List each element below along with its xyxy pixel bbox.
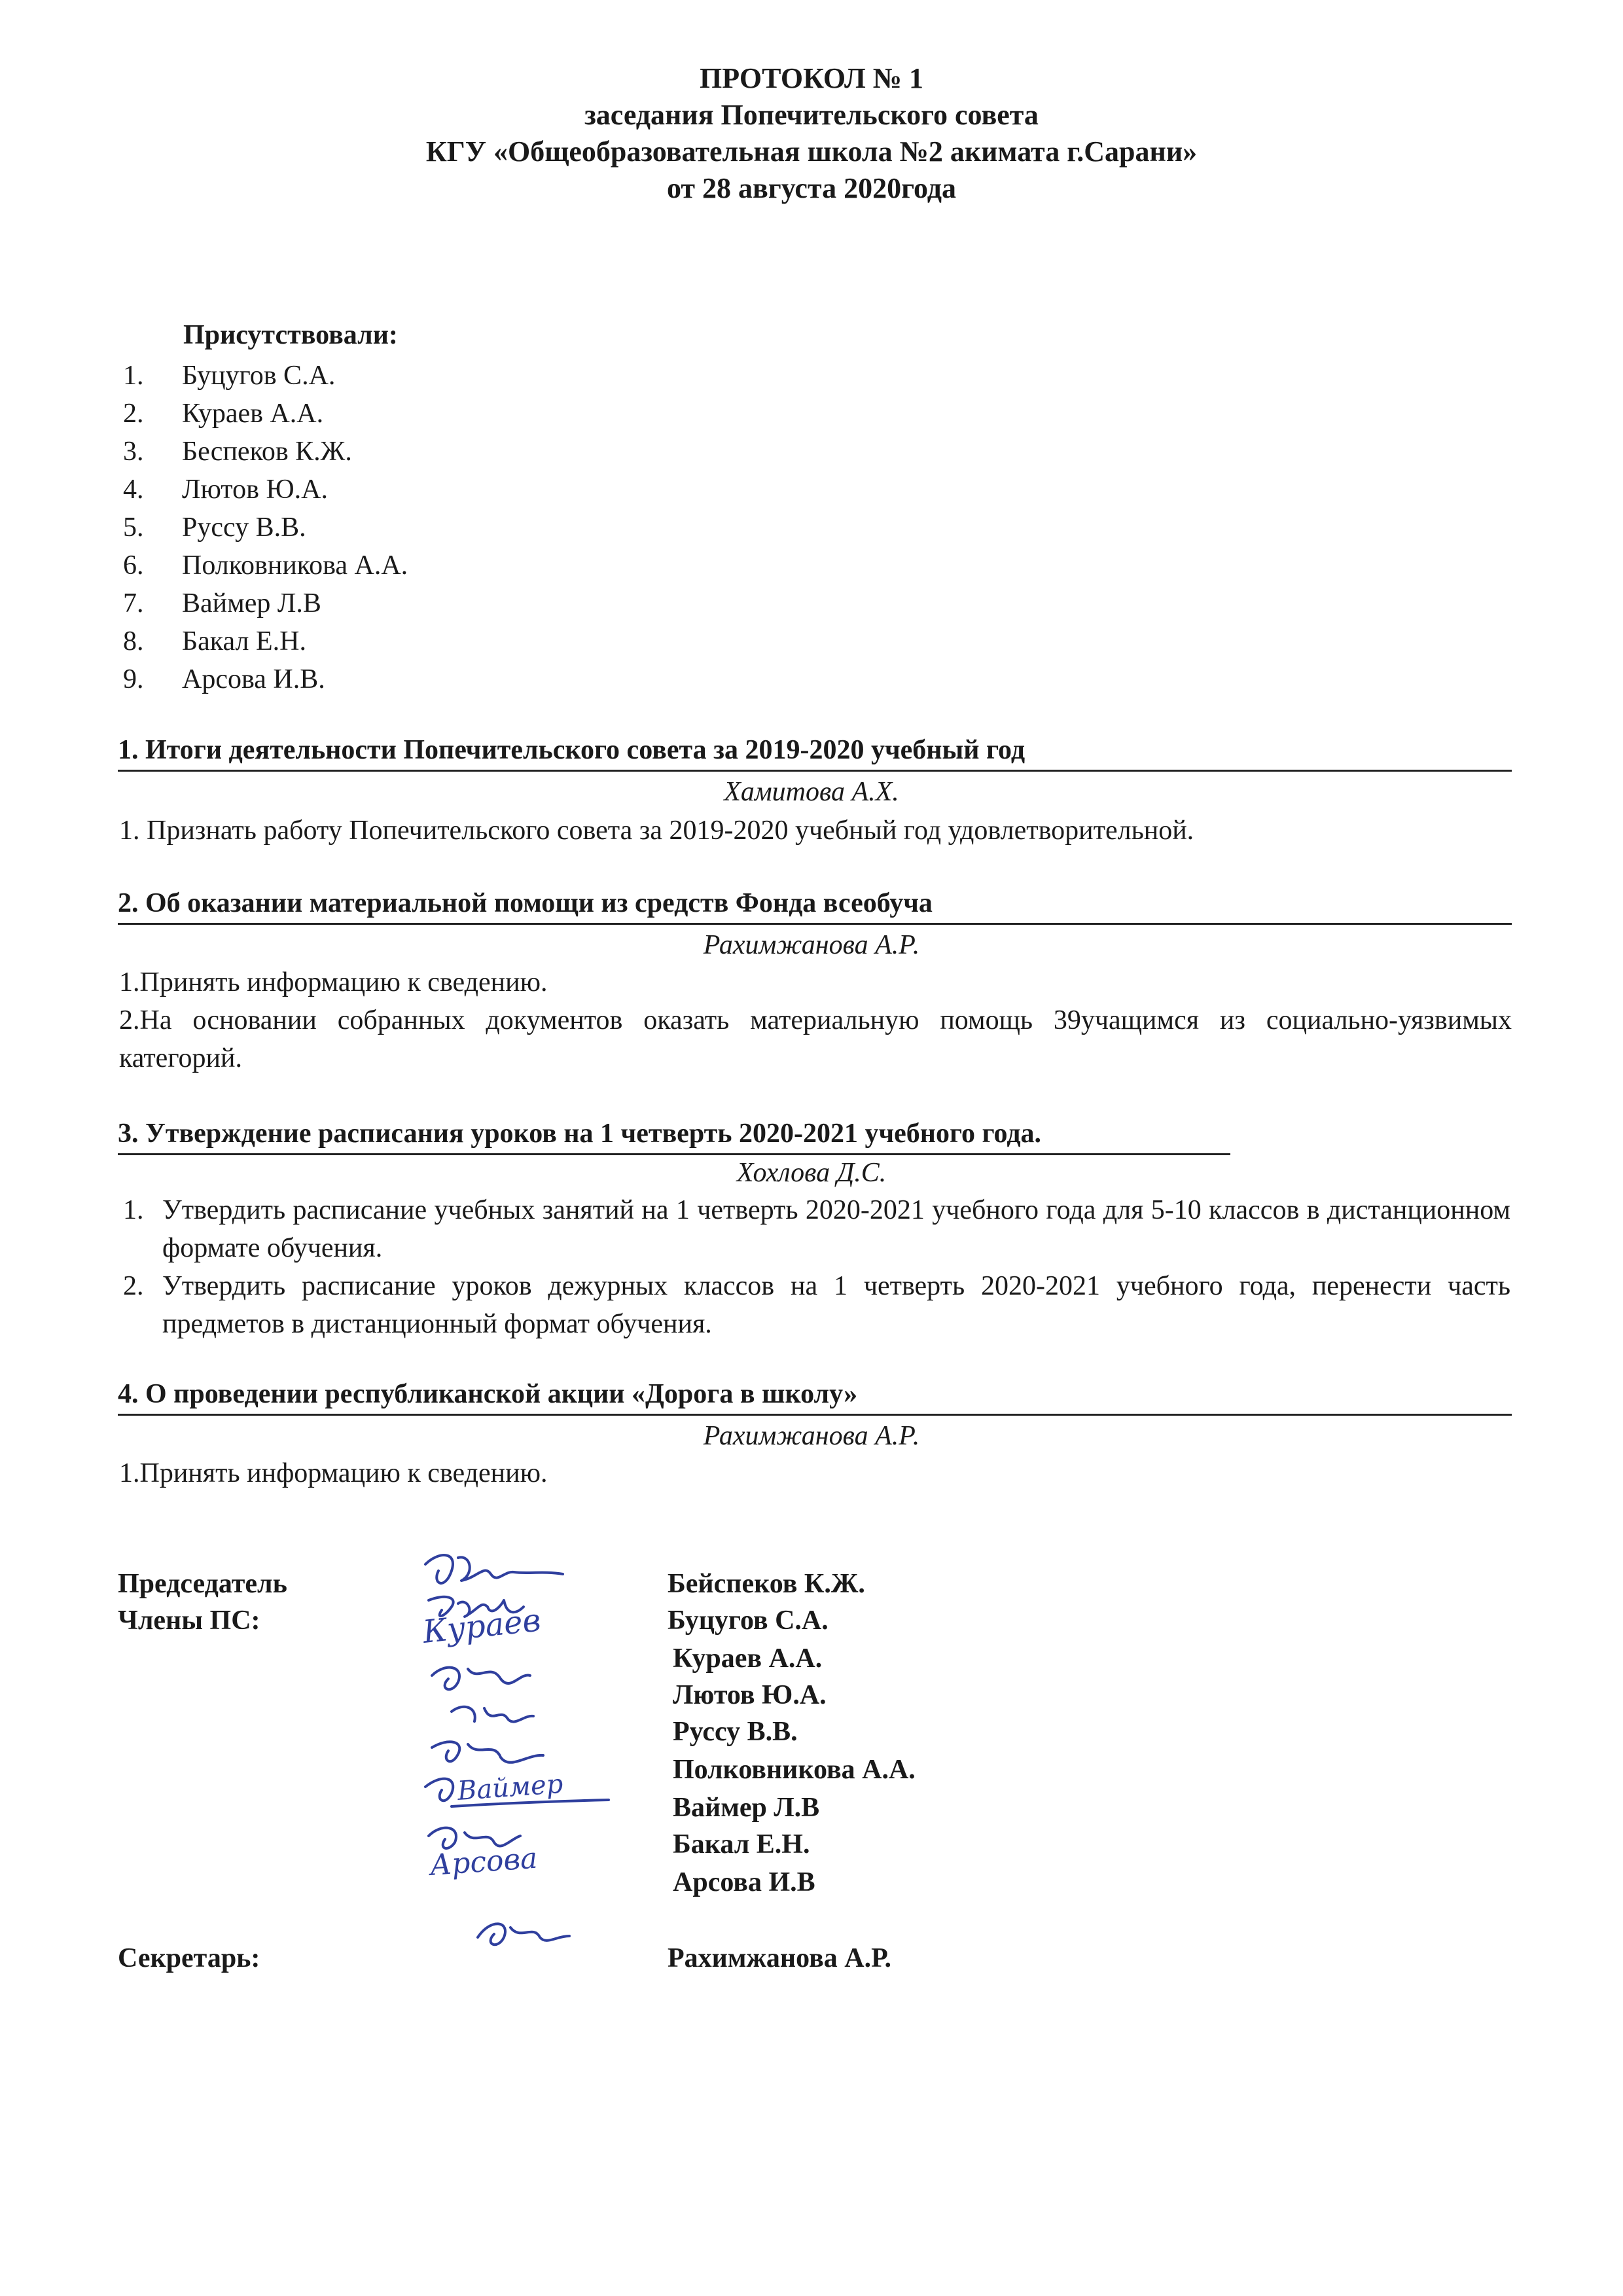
member-name: Арсова И.В: [673, 1867, 815, 1897]
member-name: Полковникова А.А.: [673, 1755, 916, 1785]
attendance-number: 3.: [123, 437, 144, 467]
chair-label: Председатель: [118, 1569, 287, 1599]
attendance-name: Кураев А.А.: [182, 399, 324, 429]
attendance-title: Присутствовали:: [183, 320, 398, 350]
handwritten-signatures: [412, 1545, 661, 1950]
svg-text:Кураев: Кураев: [421, 1602, 543, 1651]
svg-text:Арсова: Арсова: [429, 1841, 539, 1882]
chair-name: Бейспеков К.Ж.: [668, 1569, 865, 1599]
secretary-name: Рахимжанова А.Р.: [668, 1943, 891, 1973]
attendance-number: 2.: [123, 399, 144, 429]
svg-text:Ваймер: Ваймер: [456, 1768, 564, 1806]
agenda-item-speaker: Рахимжанова А.Р.: [703, 930, 920, 960]
agenda-item-speaker: Рахимжанова А.Р.: [703, 1421, 920, 1451]
member-name: Буцугов С.А.: [668, 1605, 829, 1636]
agenda-item-speaker: Хамитова А.Х.: [724, 777, 899, 807]
attendance-name: Буцугов С.А.: [182, 361, 336, 391]
agenda-item-title: 4. О проведении республиканской акции «Дорога в школу»: [118, 1376, 1512, 1416]
attendance-number: 7.: [123, 588, 144, 619]
protocol-title: ПРОТОКОЛ № 1: [700, 62, 923, 94]
attendance-number: 8.: [123, 626, 144, 656]
decision-line: 2.На основании собранных документов оказать материальную помощь 39учащимся из социально-уязвимых категорий.: [119, 1005, 1512, 1073]
agenda-item-title: 1. Итоги деятельности Попечительского совета за 2019-2020 учебный год: [118, 732, 1512, 772]
council-meeting-line: заседания Попечительского совета: [584, 99, 1039, 131]
member-name: Кураев А.А.: [673, 1643, 823, 1674]
protocol-date: от 28 августа 2020года: [667, 172, 956, 204]
school-name-line: КГУ «Общеобразовательная школа №2 акимата г.Сарани»: [425, 135, 1198, 168]
attendance-name: Лютов Ю.А.: [182, 475, 328, 505]
member-name: Бакал Е.Н.: [673, 1829, 810, 1859]
decision-line: 1.Принять информацию к сведению.: [119, 967, 548, 997]
members-label: Члены ПС:: [118, 1605, 260, 1636]
attendance-number: 5.: [123, 512, 144, 543]
attendance-number: 9.: [123, 664, 144, 694]
attendance-name: Полковникова А.А.: [182, 550, 408, 581]
decision-line: 1.Принять информацию к сведению.: [119, 1458, 548, 1488]
attendance-name: Ваймер Л.В: [182, 588, 321, 619]
decision-text: Утвердить расписание уроков дежурных классов на 1 четверть 2020-2021 учебного года, перенести часть предметов в дистанционный формат обучения.: [162, 1271, 1510, 1339]
member-name: Руссу В.В.: [673, 1717, 798, 1747]
decision-line: 1. Признать работу Попечительского совета за 2019-2020 учебный год удовлетворительной.: [119, 816, 1194, 846]
attendance-number: 4.: [123, 475, 144, 505]
secretary-label: Секретарь:: [118, 1943, 260, 1973]
attendance-name: Бакал Е.Н.: [182, 626, 306, 656]
member-name: Лютов Ю.А.: [673, 1680, 827, 1710]
attendance-number: 6.: [123, 550, 144, 581]
attendance-name: Руссу В.В.: [182, 512, 306, 543]
agenda-item-title: 3. Утверждение расписания уроков на 1 четверть 2020-2021 учебного года.: [118, 1115, 1230, 1155]
attendance-name: Арсова И.В.: [182, 664, 325, 694]
decision-number: 2.: [123, 1271, 144, 1301]
decision-number: 1.: [123, 1195, 144, 1225]
attendance-number: 1.: [123, 361, 144, 391]
attendance-name: Беспеков К.Ж.: [182, 437, 352, 467]
decision-text: Утвердить расписание учебных занятий на 1 четверть 2020-2021 учебного года для 5-10 классов в дистанционном формате обучения.: [162, 1195, 1510, 1263]
member-name: Ваймер Л.В: [673, 1793, 820, 1823]
agenda-item-title: 2. Об оказании материальной помощи из средств Фонда всеобуча: [118, 885, 1512, 925]
agenda-item-speaker: Хохлова Д.С.: [736, 1158, 887, 1188]
